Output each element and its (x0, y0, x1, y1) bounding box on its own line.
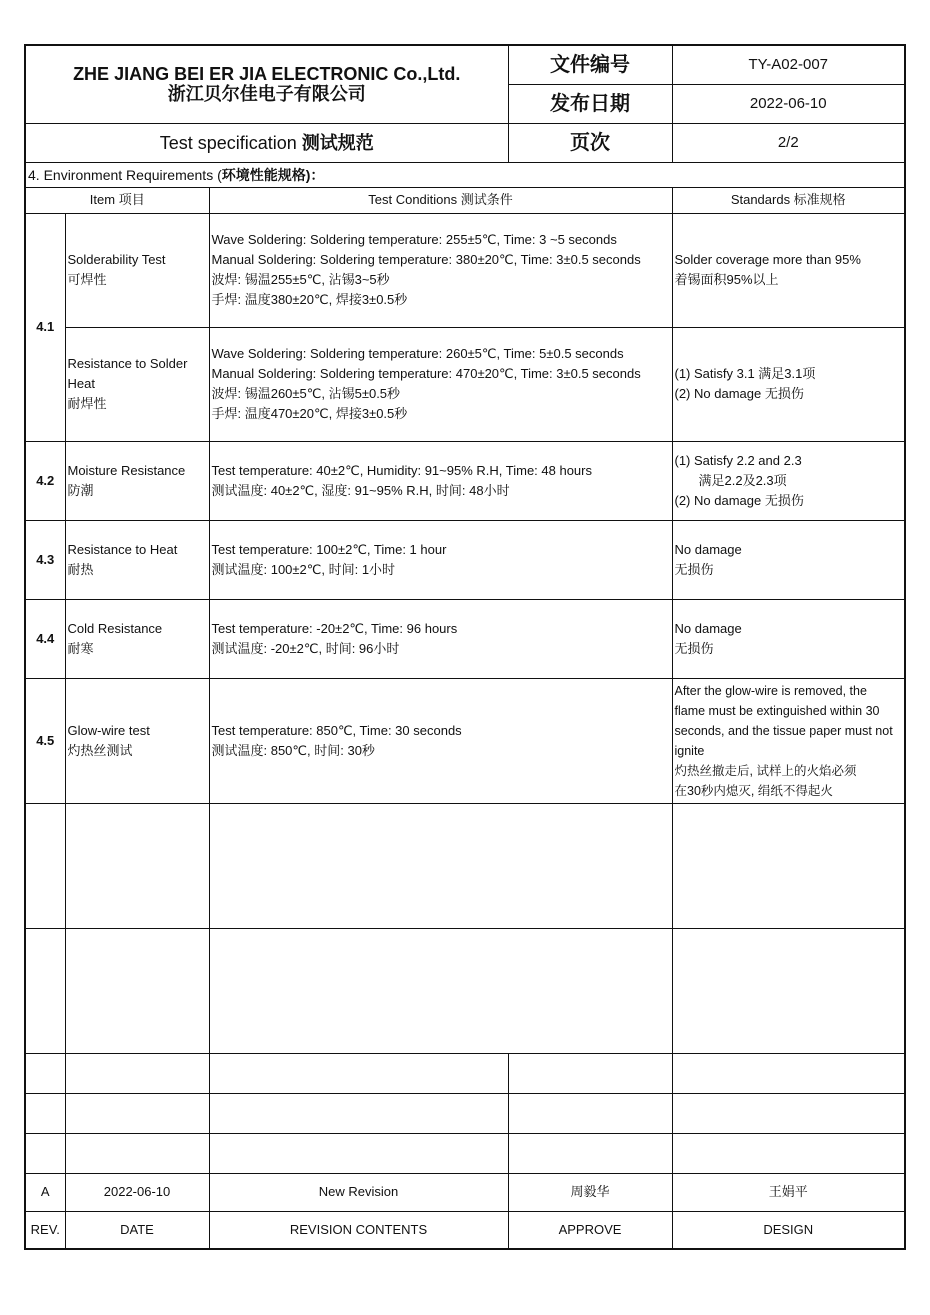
standard-line: flame must be extinguished within 30 (674, 703, 880, 718)
empty-cell (209, 928, 672, 1053)
revision-header-contents: REVISION CONTENTS (209, 1211, 508, 1249)
section-title-zh: 环境性能规格 (221, 166, 306, 183)
condition-line: 波焊: 锡温255±5℃, 沾锡3~5秒 (211, 272, 390, 287)
item-name (65, 213, 209, 327)
revision-rev: A (25, 1173, 65, 1211)
revision-row (25, 1173, 905, 1211)
revision-empty-row (25, 1053, 905, 1093)
item-name-zh: 防潮 (67, 482, 94, 498)
empty-cell (508, 1093, 672, 1133)
condition-line: 测试温度: 850℃, 时间: 30秒 (211, 742, 375, 758)
empty-cell (209, 1053, 508, 1093)
condition-line: 测试温度: 40±2℃, 湿度: 91~95% R.H, 时间: 48小时 (211, 482, 510, 498)
standard-line: No damage (674, 541, 742, 557)
empty-cell (65, 1133, 209, 1173)
test-conditions (209, 520, 672, 599)
standards (672, 327, 905, 441)
section-title-end: )： (305, 166, 325, 183)
condition-line: Manual Soldering: Soldering temperature: 470±20℃, Time: 3±0.5 seconds (211, 366, 641, 381)
empty-cell (672, 1093, 905, 1133)
revision-design: 王娟平 (672, 1173, 905, 1211)
item-name-en: Glow-wire test (67, 722, 150, 738)
standard-line: 满足2.2及2.3项 (698, 472, 787, 488)
release-date-label: 发布日期 (508, 84, 672, 123)
spec-table (24, 44, 906, 1250)
item-name-zh: 耐热 (67, 561, 94, 577)
empty-cell (508, 1133, 672, 1173)
revision-empty-row (25, 1133, 905, 1173)
table-row (25, 599, 905, 678)
table-row (25, 327, 905, 441)
condition-line: Wave Soldering: Soldering temperature: 255±5℃, Time: 3 ~5 seconds (211, 232, 617, 247)
page-value: 2/2 (672, 123, 905, 162)
condition-line: 手焊: 温度470±20℃, 焊接3±0.5秒 (211, 406, 408, 421)
item-name-en: Cold Resistance (67, 620, 163, 636)
specification-document (24, 44, 904, 1250)
standard-line: (2) No damage 无损伤 (674, 386, 804, 401)
empty-cell (25, 1093, 65, 1133)
item-name (65, 678, 209, 803)
item-name-zh: 可焊性 (67, 272, 107, 287)
test-conditions (209, 599, 672, 678)
item-name-en: Solderability Test (67, 252, 166, 267)
standards (672, 599, 905, 678)
table-row (25, 520, 905, 599)
empty-cell (25, 928, 65, 1053)
item-name-zh: 耐寒 (67, 640, 94, 656)
item-name-zh: 耐焊性 (67, 396, 107, 411)
condition-line: Test temperature: 850℃, Time: 30 seconds (211, 722, 462, 738)
condition-line: 测试温度: -20±2℃, 时间: 96小时 (211, 640, 400, 656)
standard-line: seconds, and the tissue paper must not (674, 723, 893, 738)
item-name-en: Resistance to Solder (67, 356, 188, 371)
empty-cell (65, 1093, 209, 1133)
standard-line: After the glow-wire is removed, the (674, 683, 867, 698)
empty-cell (65, 928, 209, 1053)
revision-date: 2022-06-10 (65, 1173, 209, 1211)
item-name-en: Moisture Resistance (67, 462, 186, 478)
item-number: 4.2 (25, 441, 65, 520)
company-name-cell (25, 45, 508, 123)
item-name (65, 441, 209, 520)
spec-title (25, 123, 508, 162)
condition-line: Manual Soldering: Soldering temperature: 380±20℃, Time: 3±0.5 seconds (211, 252, 641, 267)
empty-row (25, 928, 905, 1053)
release-date-value: 2022-06-10 (672, 84, 905, 123)
empty-cell (25, 803, 65, 928)
condition-line: Wave Soldering: Soldering temperature: 260±5℃, Time: 5±0.5 seconds (211, 346, 624, 361)
item-number: 4.1 (25, 213, 65, 441)
revision-header-rev: REV. (25, 1211, 65, 1249)
revision-empty-row (25, 1093, 905, 1133)
standards (672, 520, 905, 599)
standard-line: 灼热丝撤走后, 试样上的火焰必须 (674, 763, 857, 778)
company-name-zh: 浙江贝尔佳电子有限公司 (167, 84, 366, 105)
column-header-standards: Standards 标准规格 (672, 187, 905, 213)
spec-title-zh: 测试规范 (301, 132, 374, 153)
condition-line: Test temperature: 100±2℃, Time: 1 hour (211, 541, 447, 557)
empty-cell (25, 1053, 65, 1093)
standard-line: No damage (674, 620, 742, 636)
item-number: 4.3 (25, 520, 65, 599)
condition-line: 测试温度: 100±2℃, 时间: 1小时 (211, 561, 396, 577)
empty-cell (672, 803, 905, 928)
spec-title-en: Test specification (159, 132, 302, 153)
empty-cell (65, 1053, 209, 1093)
revision-approve: 周毅华 (508, 1173, 672, 1211)
empty-row (25, 803, 905, 928)
standard-line: 无损伤 (674, 561, 714, 577)
revision-header-approve: APPROVE (508, 1211, 672, 1249)
standard-line: (1) Satisfy 3.1 满足3.1项 (674, 366, 816, 381)
condition-line: 手焊: 温度380±20℃, 焊接3±0.5秒 (211, 292, 408, 307)
company-name-en: ZHE JIANG BEI ER JIA ELECTRONIC Co.,Ltd. (73, 64, 461, 85)
revision-contents: New Revision (209, 1173, 508, 1211)
standards (672, 678, 905, 803)
standard-line: Solder coverage more than 95% (674, 252, 861, 267)
revision-header-row (25, 1211, 905, 1249)
condition-line: Test temperature: -20±2℃, Time: 96 hours (211, 620, 458, 636)
page-label: 页次 (508, 123, 672, 162)
test-conditions (209, 327, 672, 441)
revision-header-design: DESIGN (672, 1211, 905, 1249)
test-conditions (209, 678, 672, 803)
standards (672, 441, 905, 520)
test-conditions (209, 213, 672, 327)
empty-cell (209, 1133, 508, 1173)
doc-number-label: 文件编号 (508, 45, 672, 84)
table-row (25, 678, 905, 803)
standard-line: 无损伤 (674, 640, 714, 656)
standard-line: 着锡面积95%以上 (674, 272, 779, 287)
table-row (25, 441, 905, 520)
column-header-conditions: Test Conditions 测试条件 (209, 187, 672, 213)
empty-cell (209, 1093, 508, 1133)
condition-line: Test temperature: 40±2℃, Humidity: 91~95% R.H, Time: 48 hours (211, 462, 592, 478)
empty-cell (65, 803, 209, 928)
column-header-item: Item 项目 (25, 187, 209, 213)
empty-cell (672, 1053, 905, 1093)
empty-cell (672, 1133, 905, 1173)
section-title (25, 162, 905, 187)
test-conditions (209, 441, 672, 520)
standard-line: ignite (674, 743, 705, 758)
standard-line: (1) Satisfy 2.2 and 2.3 (674, 452, 802, 468)
table-row (25, 213, 905, 327)
item-name (65, 520, 209, 599)
standard-line: 在30秒内熄灭, 绢纸不得起火 (674, 783, 833, 798)
item-name (65, 327, 209, 441)
empty-cell (508, 1053, 672, 1093)
revision-header-date: DATE (65, 1211, 209, 1249)
standards (672, 213, 905, 327)
item-name-zh: 灼热丝测试 (67, 742, 133, 758)
item-name-en: Resistance to Heat (67, 541, 178, 557)
empty-cell (209, 803, 672, 928)
item-number: 4.4 (25, 599, 65, 678)
doc-number-value: TY-A02-007 (672, 45, 905, 84)
empty-cell (672, 928, 905, 1053)
section-title-en: 4. Environment Requirements ( (28, 166, 222, 183)
standard-line: (2) No damage 无损伤 (674, 492, 804, 508)
item-name (65, 599, 209, 678)
item-number: 4.5 (25, 678, 65, 803)
condition-line: 波焊: 锡温260±5℃, 沾锡5±0.5秒 (211, 386, 401, 401)
item-name-en: Heat (67, 376, 95, 391)
empty-cell (25, 1133, 65, 1173)
